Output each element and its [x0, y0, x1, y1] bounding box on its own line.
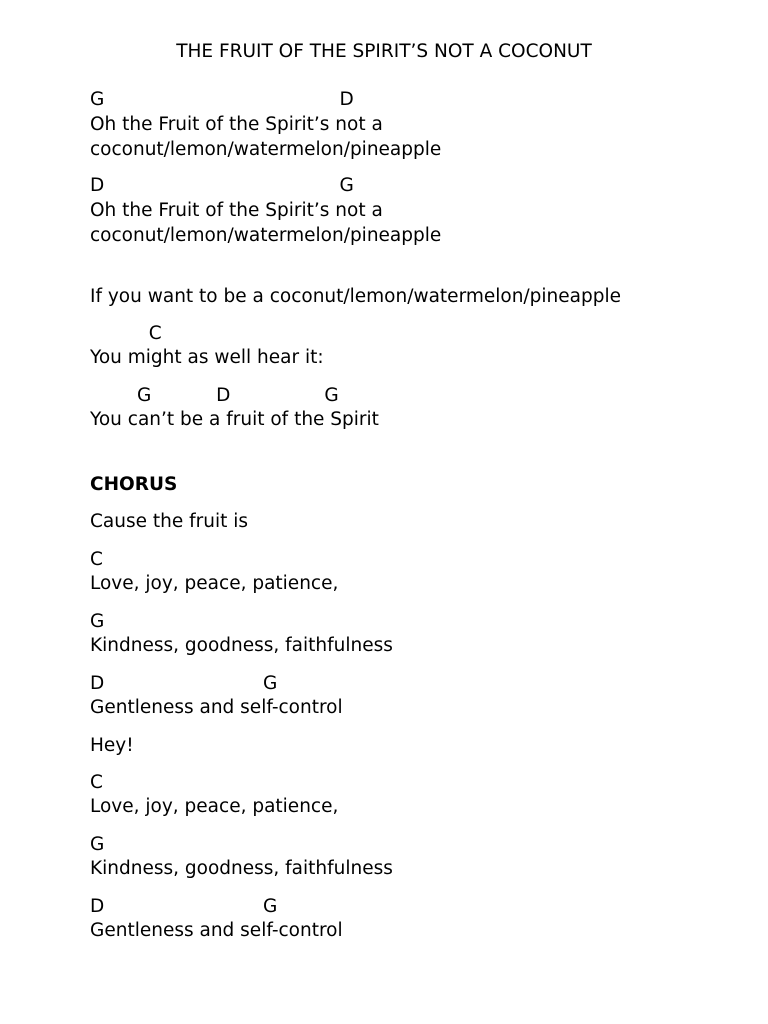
lyric-line: Cause the fruit is [90, 511, 249, 532]
song-title: THE FRUIT OF THE SPIRIT’S NOT A COCONUT [176, 41, 592, 62]
lyric-line: If you want to be a coconut/lemon/watermelon/pineapple [90, 286, 621, 307]
lyric-line: Love, joy, peace, patience, [90, 573, 339, 594]
chord-line: G [90, 834, 105, 855]
chorus-heading: CHORUS [90, 474, 178, 495]
chord-line: C [90, 549, 103, 570]
chord-line: C [90, 323, 162, 344]
lyric-line: Kindness, goodness, faithfulness [90, 858, 393, 879]
lyric-line: Love, joy, peace, patience, [90, 796, 339, 817]
lyric-line: Oh the Fruit of the Spirit’s not a [90, 114, 383, 135]
chord-line: G [90, 611, 105, 632]
lyric-line: You can’t be a fruit of the Spirit [90, 409, 379, 430]
chord-line: G D [90, 89, 354, 110]
lyric-line: You might as well hear it: [90, 347, 324, 368]
chord-line: G D G [90, 385, 339, 406]
chord-line: D G [90, 896, 278, 917]
lyric-line: Oh the Fruit of the Spirit’s not a [90, 200, 383, 221]
lyric-line: Gentleness and self-control [90, 697, 343, 718]
lyric-line: coconut/lemon/watermelon/pineapple [90, 139, 442, 160]
lyric-line: coconut/lemon/watermelon/pineapple [90, 225, 442, 246]
chord-line: D G [90, 673, 278, 694]
lyric-line: Kindness, goodness, faithfulness [90, 635, 393, 656]
lyric-line: Gentleness and self-control [90, 920, 343, 941]
chord-line: C [90, 772, 103, 793]
chord-line: D G [90, 175, 354, 196]
lyric-line: Hey! [90, 735, 134, 756]
